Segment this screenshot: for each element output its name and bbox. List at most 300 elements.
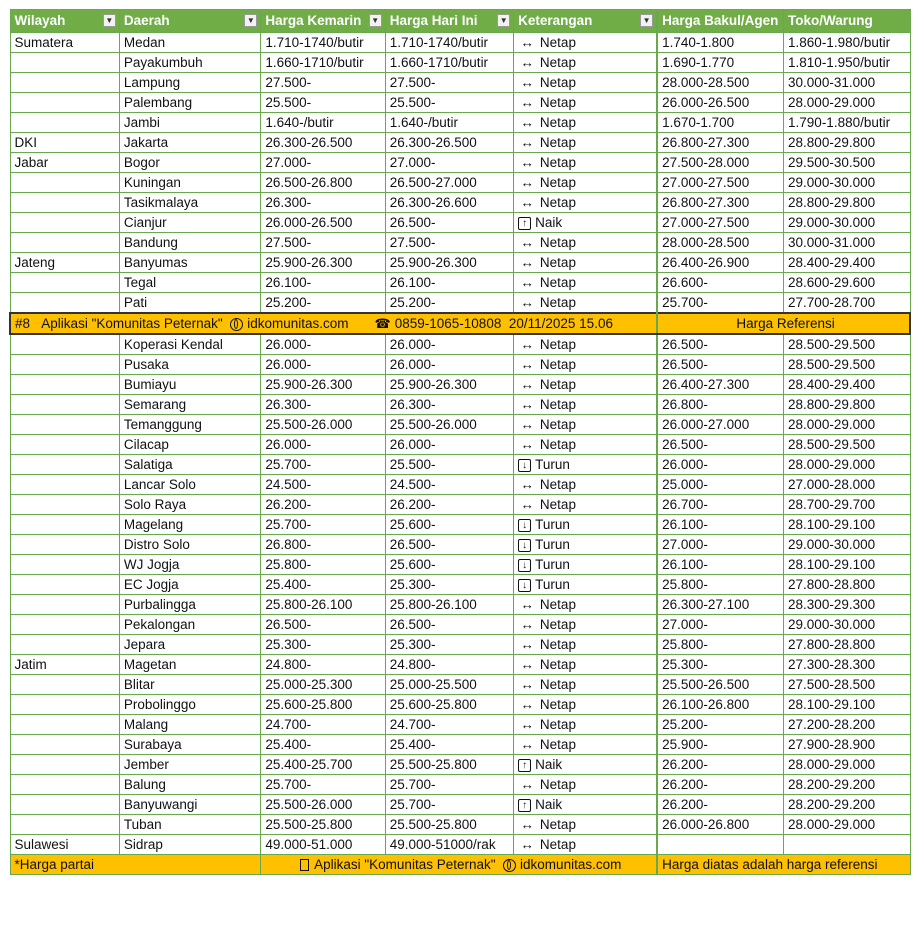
- header-harga-hari-ini[interactable]: Harga Hari Ini ▼: [385, 10, 513, 33]
- cell-harga-kemarin[interactable]: 25.300-: [261, 635, 385, 655]
- cell-harga-agen[interactable]: 27.000-: [657, 615, 783, 635]
- filter-dropdown-icon[interactable]: ▼: [103, 14, 116, 27]
- cell-keterangan[interactable]: [514, 253, 657, 273]
- cell-harga-kemarin[interactable]: 26.500-26.800: [261, 173, 385, 193]
- cell-harga-agen[interactable]: 26.800-: [657, 395, 783, 415]
- cell-harga-agen[interactable]: 27.000-27.500: [657, 173, 783, 193]
- cell-harga-kemarin[interactable]: 25.400-: [261, 575, 385, 595]
- cell-keterangan[interactable]: [514, 73, 657, 93]
- cell-harga-kemarin[interactable]: 27.500-: [261, 73, 385, 93]
- cell-harga-agen[interactable]: 26.100-: [657, 555, 783, 575]
- cell-harga-toko[interactable]: 28.800-29.800: [784, 395, 910, 415]
- cell-wilayah[interactable]: [10, 173, 119, 193]
- cell-harga-kemarin[interactable]: 27.500-: [261, 233, 385, 253]
- cell-harga-agen[interactable]: 26.000-27.000: [657, 415, 783, 435]
- cell-harga-agen[interactable]: 26.000-: [657, 455, 783, 475]
- cell-wilayah[interactable]: [10, 695, 119, 715]
- cell-harga-toko[interactable]: 30.000-31.000: [784, 233, 910, 253]
- cell-daerah[interactable]: Jepara: [119, 635, 260, 655]
- cell-keterangan[interactable]: [514, 575, 657, 595]
- cell-keterangan[interactable]: [514, 455, 657, 475]
- cell-harga-toko[interactable]: 27.800-28.800: [784, 575, 910, 595]
- cell-harga-kemarin[interactable]: 25.000-25.300: [261, 675, 385, 695]
- cell-harga-toko[interactable]: 27.900-28.900: [784, 735, 910, 755]
- cell-daerah[interactable]: Balung: [119, 775, 260, 795]
- cell-wilayah[interactable]: [10, 715, 119, 735]
- cell-harga-agen[interactable]: 26.300-27.100: [657, 595, 783, 615]
- cell-daerah[interactable]: Banyumas: [119, 253, 260, 273]
- cell-harga-hari-ini[interactable]: 25.600-: [385, 515, 513, 535]
- cell-harga-toko[interactable]: 29.000-30.000: [784, 535, 910, 555]
- cell-keterangan[interactable]: [514, 695, 657, 715]
- cell-harga-agen[interactable]: 25.800-: [657, 575, 783, 595]
- cell-harga-hari-ini[interactable]: 25.500-25.800: [385, 815, 513, 835]
- cell-harga-agen[interactable]: 1.690-1.770: [657, 53, 783, 73]
- cell-wilayah[interactable]: [10, 273, 119, 293]
- cell-harga-hari-ini[interactable]: 25.600-: [385, 555, 513, 575]
- cell-harga-kemarin[interactable]: 25.600-25.800: [261, 695, 385, 715]
- cell-harga-agen[interactable]: 1.740-1.800: [657, 33, 783, 53]
- cell-harga-hari-ini[interactable]: 25.600-25.800: [385, 695, 513, 715]
- cell-daerah[interactable]: Koperasi Kendal: [119, 334, 260, 355]
- cell-harga-toko[interactable]: 28.000-29.000: [784, 755, 910, 775]
- cell-harga-hari-ini[interactable]: 49.000-51000/rak: [385, 835, 513, 855]
- cell-harga-toko[interactable]: 28.400-29.400: [784, 253, 910, 273]
- cell-harga-toko[interactable]: 28.500-29.500: [784, 355, 910, 375]
- cell-keterangan[interactable]: [514, 555, 657, 575]
- cell-harga-hari-ini[interactable]: 26.000-: [385, 435, 513, 455]
- cell-wilayah[interactable]: [10, 475, 119, 495]
- cell-keterangan[interactable]: [514, 815, 657, 835]
- table-body-top: [10, 33, 910, 314]
- cell-harga-toko[interactable]: 28.300-29.300: [784, 595, 910, 615]
- cell-daerah[interactable]: Pekalongan: [119, 615, 260, 635]
- cell-harga-hari-ini[interactable]: 26.000-: [385, 334, 513, 355]
- cell-harga-hari-ini[interactable]: 25.700-: [385, 795, 513, 815]
- cell-daerah[interactable]: Payakumbuh: [119, 53, 260, 73]
- cell-harga-hari-ini[interactable]: 27.500-: [385, 233, 513, 253]
- cell-harga-hari-ini[interactable]: 25.300-: [385, 635, 513, 655]
- cell-harga-hari-ini[interactable]: 25.800-26.100: [385, 595, 513, 615]
- cell-harga-agen[interactable]: 26.800-27.300: [657, 133, 783, 153]
- cell-harga-hari-ini[interactable]: 25.900-26.300: [385, 253, 513, 273]
- cell-daerah[interactable]: Sidrap: [119, 835, 260, 855]
- cell-daerah[interactable]: Jember: [119, 755, 260, 775]
- cell-harga-hari-ini[interactable]: 26.500-27.000: [385, 173, 513, 193]
- cell-wilayah[interactable]: [10, 53, 119, 73]
- cell-harga-agen[interactable]: 27.000-27.500: [657, 213, 783, 233]
- cell-harga-toko[interactable]: 28.500-29.500: [784, 435, 910, 455]
- cell-wilayah[interactable]: [10, 515, 119, 535]
- cell-wilayah[interactable]: Jateng: [10, 253, 119, 273]
- cell-wilayah[interactable]: [10, 615, 119, 635]
- cell-harga-agen[interactable]: 26.100-: [657, 515, 783, 535]
- cell-wilayah[interactable]: Jabar: [10, 153, 119, 173]
- cell-harga-toko[interactable]: 28.100-29.100: [784, 555, 910, 575]
- cell-daerah[interactable]: Palembang: [119, 93, 260, 113]
- cell-daerah[interactable]: Pusaka: [119, 355, 260, 375]
- cell-harga-hari-ini[interactable]: 25.500-26.000: [385, 415, 513, 435]
- cell-harga-kemarin[interactable]: 25.400-25.700: [261, 755, 385, 775]
- cell-harga-agen[interactable]: 27.000-: [657, 535, 783, 555]
- price-table-container: [9, 9, 911, 875]
- cell-harga-hari-ini[interactable]: 1.660-1710/butir: [385, 53, 513, 73]
- cell-wilayah[interactable]: [10, 675, 119, 695]
- cell-daerah[interactable]: Tuban: [119, 815, 260, 835]
- cell-keterangan[interactable]: [514, 835, 657, 855]
- cell-harga-agen[interactable]: 25.700-: [657, 293, 783, 314]
- filter-dropdown-icon[interactable]: ▼: [244, 14, 257, 27]
- cell-keterangan[interactable]: [514, 273, 657, 293]
- cell-harga-agen[interactable]: 25.200-: [657, 715, 783, 735]
- header-daerah[interactable]: Daerah ▼: [119, 10, 260, 33]
- cell-harga-toko[interactable]: 27.300-28.300: [784, 655, 910, 675]
- header-harga-kemarin[interactable]: Harga Kemarin ▼: [261, 10, 385, 33]
- cell-harga-hari-ini[interactable]: 1.710-1740/butir: [385, 33, 513, 53]
- globe-icon: [230, 318, 243, 331]
- cell-harga-toko[interactable]: 28.700-29.700: [784, 495, 910, 515]
- cell-daerah[interactable]: Kuningan: [119, 173, 260, 193]
- cell-keterangan[interactable]: [514, 515, 657, 535]
- cell-harga-agen[interactable]: 26.100-26.800: [657, 695, 783, 715]
- cell-wilayah[interactable]: [10, 635, 119, 655]
- cell-wilayah[interactable]: [10, 435, 119, 455]
- cell-harga-toko[interactable]: 28.000-29.000: [784, 455, 910, 475]
- cell-keterangan[interactable]: [514, 735, 657, 755]
- cell-wilayah[interactable]: [10, 113, 119, 133]
- cell-harga-agen[interactable]: 1.670-1.700: [657, 113, 783, 133]
- cell-harga-agen[interactable]: 25.500-26.500: [657, 675, 783, 695]
- cell-harga-toko[interactable]: 27.700-28.700: [784, 293, 910, 314]
- cell-daerah[interactable]: Lancar Solo: [119, 475, 260, 495]
- cell-harga-kemarin[interactable]: 25.200-: [261, 293, 385, 314]
- cell-wilayah[interactable]: Sulawesi: [10, 835, 119, 855]
- cell-daerah[interactable]: Medan: [119, 33, 260, 53]
- cell-daerah[interactable]: Probolinggo: [119, 695, 260, 715]
- cell-harga-hari-ini[interactable]: 26.300-: [385, 395, 513, 415]
- cell-wilayah[interactable]: Sumatera: [10, 33, 119, 53]
- cell-harga-hari-ini[interactable]: 24.500-: [385, 475, 513, 495]
- cell-harga-kemarin[interactable]: 25.700-: [261, 455, 385, 475]
- cell-keterangan[interactable]: [514, 375, 657, 395]
- cell-wilayah[interactable]: [10, 334, 119, 355]
- cell-wilayah[interactable]: [10, 495, 119, 515]
- cell-harga-toko[interactable]: 27.000-28.000: [784, 475, 910, 495]
- cell-daerah[interactable]: Lampung: [119, 73, 260, 93]
- cell-harga-kemarin[interactable]: 26.200-: [261, 495, 385, 515]
- cell-harga-hari-ini[interactable]: 25.200-: [385, 293, 513, 314]
- cell-keterangan[interactable]: [514, 755, 657, 775]
- filter-dropdown-icon[interactable]: ▼: [640, 14, 653, 27]
- cell-daerah[interactable]: Blitar: [119, 675, 260, 695]
- cell-daerah[interactable]: Cilacap: [119, 435, 260, 455]
- cell-harga-hari-ini[interactable]: 25.500-: [385, 455, 513, 475]
- cell-harga-agen[interactable]: 28.000-28.500: [657, 73, 783, 93]
- cell-keterangan[interactable]: [514, 133, 657, 153]
- cell-harga-hari-ini[interactable]: 25.500-25.800: [385, 755, 513, 775]
- cell-harga-kemarin[interactable]: 26.000-: [261, 435, 385, 455]
- cell-keterangan[interactable]: [514, 495, 657, 515]
- cell-keterangan[interactable]: [514, 213, 657, 233]
- cell-keterangan[interactable]: [514, 435, 657, 455]
- cell-wilayah[interactable]: [10, 535, 119, 555]
- cell-daerah[interactable]: Purbalingga: [119, 595, 260, 615]
- cell-harga-kemarin[interactable]: 24.700-: [261, 715, 385, 735]
- cell-keterangan[interactable]: [514, 635, 657, 655]
- cell-harga-toko[interactable]: 28.000-29.000: [784, 815, 910, 835]
- cell-harga-agen[interactable]: 26.200-: [657, 755, 783, 775]
- cell-daerah[interactable]: Jakarta: [119, 133, 260, 153]
- cell-keterangan[interactable]: [514, 193, 657, 213]
- cell-harga-hari-ini[interactable]: 26.100-: [385, 273, 513, 293]
- cell-wilayah[interactable]: [10, 595, 119, 615]
- cell-harga-agen[interactable]: 26.000-26.800: [657, 815, 783, 835]
- cell-harga-kemarin[interactable]: 24.800-: [261, 655, 385, 675]
- cell-harga-kemarin[interactable]: 26.000-26.500: [261, 213, 385, 233]
- cell-harga-agen[interactable]: 27.500-28.000: [657, 153, 783, 173]
- cell-harga-toko[interactable]: 28.100-29.100: [784, 695, 910, 715]
- cell-wilayah[interactable]: [10, 415, 119, 435]
- cell-daerah[interactable]: Surabaya: [119, 735, 260, 755]
- cell-wilayah[interactable]: [10, 755, 119, 775]
- cell-harga-hari-ini[interactable]: 26.500-: [385, 615, 513, 635]
- cell-harga-toko[interactable]: 29.500-30.500: [784, 153, 910, 173]
- cell-harga-agen[interactable]: 26.600-: [657, 273, 783, 293]
- cell-daerah[interactable]: EC Jogja: [119, 575, 260, 595]
- cell-harga-agen[interactable]: 26.200-: [657, 795, 783, 815]
- status-label: Netap: [539, 95, 576, 110]
- cell-wilayah[interactable]: [10, 73, 119, 93]
- cell-harga-toko[interactable]: 28.800-29.800: [784, 133, 910, 153]
- cell-harga-kemarin[interactable]: 25.400-: [261, 735, 385, 755]
- cell-wilayah[interactable]: [10, 293, 119, 314]
- cell-harga-hari-ini[interactable]: 25.300-: [385, 575, 513, 595]
- cell-harga-toko[interactable]: 28.600-29.600: [784, 273, 910, 293]
- cell-daerah[interactable]: Bumiayu: [119, 375, 260, 395]
- cell-harga-toko[interactable]: [784, 835, 910, 855]
- cell-harga-hari-ini[interactable]: 26.300-26.600: [385, 193, 513, 213]
- cell-daerah[interactable]: Banyuwangi: [119, 795, 260, 815]
- filter-dropdown-icon[interactable]: ▼: [497, 14, 510, 27]
- cell-harga-agen[interactable]: 28.000-28.500: [657, 233, 783, 253]
- cell-harga-kemarin[interactable]: 1.640-/butir: [261, 113, 385, 133]
- cell-harga-kemarin[interactable]: 25.500-26.000: [261, 795, 385, 815]
- header-keterangan[interactable]: Keterangan ▼: [514, 10, 657, 33]
- cell-harga-toko[interactable]: 27.500-28.500: [784, 675, 910, 695]
- cell-harga-kemarin[interactable]: 25.700-: [261, 515, 385, 535]
- cell-keterangan[interactable]: [514, 33, 657, 53]
- cell-harga-kemarin[interactable]: 25.700-: [261, 775, 385, 795]
- cell-harga-agen[interactable]: 26.200-: [657, 775, 783, 795]
- cell-harga-agen[interactable]: 25.000-: [657, 475, 783, 495]
- cell-harga-agen[interactable]: 26.800-27.300: [657, 193, 783, 213]
- cell-daerah[interactable]: Distro Solo: [119, 535, 260, 555]
- cell-daerah[interactable]: Semarang: [119, 395, 260, 415]
- cell-harga-hari-ini[interactable]: 27.500-: [385, 73, 513, 93]
- cell-wilayah[interactable]: [10, 815, 119, 835]
- cell-harga-toko[interactable]: 28.400-29.400: [784, 375, 910, 395]
- cell-keterangan[interactable]: [514, 153, 657, 173]
- cell-wilayah[interactable]: [10, 233, 119, 253]
- left-right-arrow-icon: ↔: [520, 235, 534, 250]
- cell-keterangan[interactable]: [514, 615, 657, 635]
- cell-harga-toko[interactable]: 28.000-29.000: [784, 93, 910, 113]
- cell-harga-agen[interactable]: 26.500-: [657, 355, 783, 375]
- cell-harga-hari-ini[interactable]: 26.000-: [385, 355, 513, 375]
- cell-harga-kemarin[interactable]: 26.100-: [261, 273, 385, 293]
- cell-harga-toko[interactable]: 28.200-29.200: [784, 795, 910, 815]
- cell-daerah[interactable]: Magelang: [119, 515, 260, 535]
- footer-website-link[interactable]: idkomunitas.com: [520, 857, 622, 872]
- cell-wilayah[interactable]: [10, 193, 119, 213]
- cell-daerah[interactable]: Tasikmalaya: [119, 193, 260, 213]
- cell-harga-kemarin[interactable]: 26.300-: [261, 395, 385, 415]
- cell-daerah[interactable]: Salatiga: [119, 455, 260, 475]
- cell-harga-toko[interactable]: 28.100-29.100: [784, 515, 910, 535]
- cell-harga-kemarin[interactable]: 49.000-51.000: [261, 835, 385, 855]
- cell-keterangan[interactable]: [514, 293, 657, 314]
- cell-harga-toko[interactable]: 1.790-1.880/butir: [784, 113, 910, 133]
- cell-harga-kemarin[interactable]: 25.500-26.000: [261, 415, 385, 435]
- cell-harga-kemarin[interactable]: 25.500-: [261, 93, 385, 113]
- cell-daerah[interactable]: Temanggung: [119, 415, 260, 435]
- cell-daerah[interactable]: Pati: [119, 293, 260, 314]
- cell-daerah[interactable]: Bogor: [119, 153, 260, 173]
- cell-harga-toko[interactable]: 28.200-29.200: [784, 775, 910, 795]
- cell-harga-kemarin[interactable]: 27.000-: [261, 153, 385, 173]
- cell-harga-agen[interactable]: 25.300-: [657, 655, 783, 675]
- cell-wilayah[interactable]: [10, 795, 119, 815]
- cell-harga-hari-ini[interactable]: 27.000-: [385, 153, 513, 173]
- left-right-arrow-icon: ↔: [520, 837, 534, 852]
- cell-harga-hari-ini[interactable]: 26.200-: [385, 495, 513, 515]
- cell-wilayah[interactable]: [10, 775, 119, 795]
- cell-keterangan[interactable]: [514, 173, 657, 193]
- cell-keterangan[interactable]: [514, 475, 657, 495]
- cell-harga-toko[interactable]: 30.000-31.000: [784, 73, 910, 93]
- cell-harga-kemarin[interactable]: 26.500-: [261, 615, 385, 635]
- cell-harga-kemarin[interactable]: 1.660-1710/butir: [261, 53, 385, 73]
- cell-harga-hari-ini[interactable]: 25.900-26.300: [385, 375, 513, 395]
- cell-daerah[interactable]: Solo Raya: [119, 495, 260, 515]
- website-link[interactable]: idkomunitas.com: [247, 316, 349, 331]
- cell-daerah[interactable]: WJ Jogja: [119, 555, 260, 575]
- cell-harga-toko[interactable]: 1.860-1.980/butir: [784, 33, 910, 53]
- cell-daerah[interactable]: Jambi: [119, 113, 260, 133]
- cell-harga-hari-ini[interactable]: 25.000-25.500: [385, 675, 513, 695]
- cell-keterangan[interactable]: [514, 233, 657, 253]
- cell-wilayah[interactable]: [10, 555, 119, 575]
- cell-daerah[interactable]: Bandung: [119, 233, 260, 253]
- cell-harga-agen[interactable]: 25.800-: [657, 635, 783, 655]
- cell-harga-agen[interactable]: 26.400-26.900: [657, 253, 783, 273]
- cell-harga-kemarin[interactable]: 25.800-26.100: [261, 595, 385, 615]
- cell-harga-kemarin[interactable]: 25.900-26.300: [261, 253, 385, 273]
- cell-harga-agen[interactable]: 26.000-26.500: [657, 93, 783, 113]
- cell-harga-toko[interactable]: 28.000-29.000: [784, 415, 910, 435]
- cell-keterangan[interactable]: [514, 775, 657, 795]
- cell-keterangan[interactable]: [514, 795, 657, 815]
- filter-dropdown-icon[interactable]: ▼: [369, 14, 382, 27]
- cell-keterangan[interactable]: [514, 113, 657, 133]
- cell-wilayah[interactable]: [10, 735, 119, 755]
- cell-harga-hari-ini[interactable]: 24.800-: [385, 655, 513, 675]
- cell-harga-agen[interactable]: 26.500-: [657, 435, 783, 455]
- cell-harga-kemarin[interactable]: 26.300-: [261, 193, 385, 213]
- cell-keterangan[interactable]: [514, 415, 657, 435]
- cell-harga-hari-ini[interactable]: 25.500-: [385, 93, 513, 113]
- cell-harga-kemarin[interactable]: 26.000-: [261, 355, 385, 375]
- cell-harga-toko[interactable]: 29.000-30.000: [784, 213, 910, 233]
- cell-daerah[interactable]: Magetan: [119, 655, 260, 675]
- cell-harga-kemarin[interactable]: 26.000-: [261, 334, 385, 355]
- cell-keterangan[interactable]: [514, 355, 657, 375]
- status-label: Netap: [539, 235, 576, 250]
- cell-harga-kemarin[interactable]: 24.500-: [261, 475, 385, 495]
- cell-daerah[interactable]: Malang: [119, 715, 260, 735]
- cell-harga-kemarin[interactable]: 25.500-25.800: [261, 815, 385, 835]
- cell-wilayah[interactable]: [10, 375, 119, 395]
- cell-keterangan[interactable]: [514, 334, 657, 355]
- cell-harga-agen[interactable]: 26.400-27.300: [657, 375, 783, 395]
- cell-daerah[interactable]: Cianjur: [119, 213, 260, 233]
- cell-harga-toko[interactable]: 28.800-29.800: [784, 193, 910, 213]
- cell-wilayah[interactable]: Jatim: [10, 655, 119, 675]
- cell-harga-kemarin[interactable]: 25.900-26.300: [261, 375, 385, 395]
- cell-harga-hari-ini[interactable]: 25.700-: [385, 775, 513, 795]
- cell-harga-hari-ini[interactable]: 26.500-: [385, 213, 513, 233]
- cell-harga-hari-ini[interactable]: 26.500-: [385, 535, 513, 555]
- cell-harga-toko[interactable]: 28.500-29.500: [784, 334, 910, 355]
- cell-keterangan[interactable]: [514, 595, 657, 615]
- cell-harga-toko[interactable]: 1.810-1.950/butir: [784, 53, 910, 73]
- cell-harga-kemarin[interactable]: 26.800-: [261, 535, 385, 555]
- cell-keterangan[interactable]: [514, 93, 657, 113]
- cell-harga-hari-ini[interactable]: 24.700-: [385, 715, 513, 735]
- cell-harga-agen[interactable]: 26.700-: [657, 495, 783, 515]
- cell-harga-hari-ini[interactable]: 25.400-: [385, 735, 513, 755]
- cell-harga-toko[interactable]: 29.000-30.000: [784, 615, 910, 635]
- cell-harga-agen[interactable]: [657, 835, 783, 855]
- table-row: [10, 655, 910, 675]
- cell-wilayah[interactable]: [10, 355, 119, 375]
- cell-keterangan[interactable]: [514, 395, 657, 415]
- cell-harga-toko[interactable]: 27.200-28.200: [784, 715, 910, 735]
- cell-harga-agen[interactable]: 26.500-: [657, 334, 783, 355]
- cell-wilayah[interactable]: DKI: [10, 133, 119, 153]
- cell-harga-toko[interactable]: 29.000-30.000: [784, 173, 910, 193]
- cell-harga-kemarin[interactable]: 1.710-1740/butir: [261, 33, 385, 53]
- cell-wilayah[interactable]: [10, 575, 119, 595]
- cell-wilayah[interactable]: [10, 455, 119, 475]
- cell-wilayah[interactable]: [10, 93, 119, 113]
- cell-harga-toko[interactable]: 27.800-28.800: [784, 635, 910, 655]
- cell-keterangan[interactable]: [514, 675, 657, 695]
- cell-harga-kemarin[interactable]: 25.800-: [261, 555, 385, 575]
- cell-harga-hari-ini[interactable]: 1.640-/butir: [385, 113, 513, 133]
- cell-wilayah[interactable]: [10, 395, 119, 415]
- cell-keterangan[interactable]: [514, 715, 657, 735]
- header-wilayah[interactable]: Wilayah ▼: [10, 10, 119, 33]
- cell-keterangan[interactable]: [514, 535, 657, 555]
- cell-keterangan[interactable]: [514, 53, 657, 73]
- cell-harga-kemarin[interactable]: 26.300-26.500: [261, 133, 385, 153]
- cell-daerah[interactable]: Tegal: [119, 273, 260, 293]
- cell-harga-agen[interactable]: 25.900-: [657, 735, 783, 755]
- cell-keterangan[interactable]: [514, 655, 657, 675]
- cell-harga-hari-ini[interactable]: 26.300-26.500: [385, 133, 513, 153]
- cell-wilayah[interactable]: [10, 213, 119, 233]
